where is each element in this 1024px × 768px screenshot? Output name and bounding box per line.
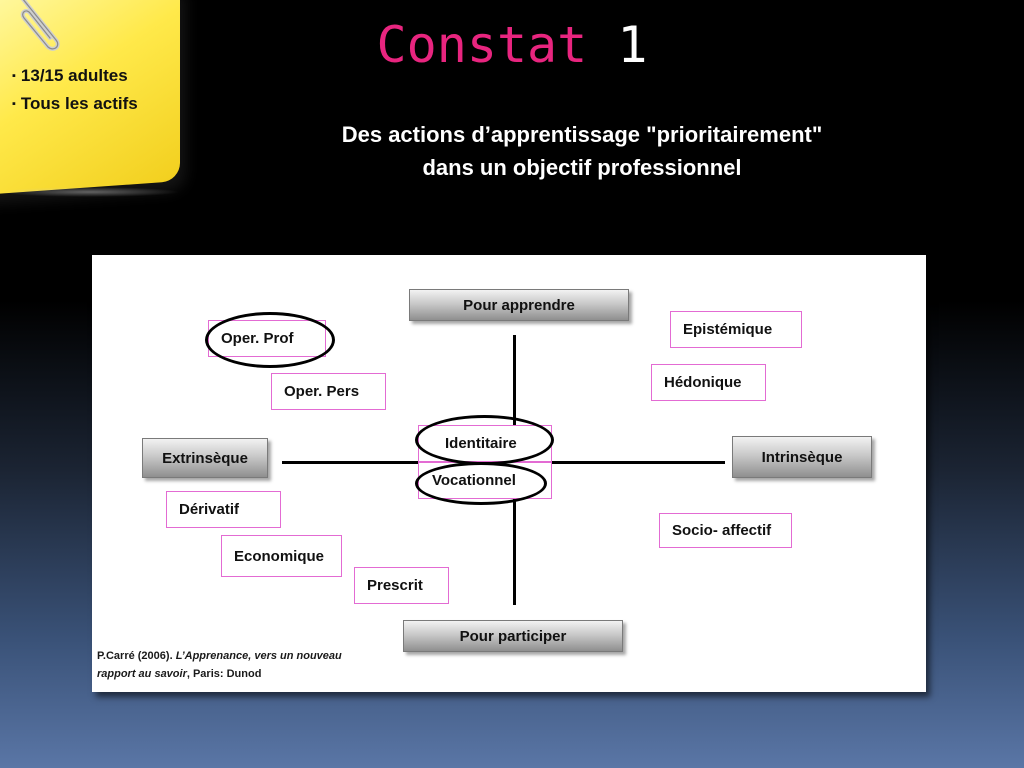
citation: P.Carré (2006). L’Apprenance, vers un nouveau rapport au savoir, Paris: Dunod <box>97 650 342 680</box>
box-derivatif: Dérivatif <box>166 491 281 528</box>
box-identitaire: Identitaire <box>418 425 552 462</box>
highlight-ellipse-oper-prof <box>205 312 335 368</box>
note-item: ▪ Tous les actifs <box>12 94 138 113</box>
slide-subtitle: Des actions d’apprentissage "prioritairement" dans un objectif professionnel <box>341 122 823 180</box>
diagram-panel <box>92 255 926 692</box>
box-oper-prof: Oper. Prof <box>208 320 326 357</box>
box-socio-affectif: Socio- affectif <box>659 513 792 548</box>
axis-label-top: Pour apprendre <box>409 289 629 321</box>
box-hedonique: Hédonique <box>651 364 766 401</box>
note-item: ▪ 13/15 adultes <box>12 66 128 85</box>
sticky-note-shadow <box>0 187 180 197</box>
axis-label-right: Intrinsèque <box>732 436 872 478</box>
axis-label-bottom: Pour participer <box>403 620 623 652</box>
bullet-icon: ▪ <box>12 70 16 82</box>
highlight-ellipse-identitaire <box>415 415 554 465</box>
axis-label-left: Extrinsèque <box>142 438 268 478</box>
box-economique: Economique <box>221 535 342 577</box>
box-epistemique: Epistémique <box>670 311 802 348</box>
box-prescrit: Prescrit <box>354 567 449 604</box>
box-vocationnel: Vocationnel <box>418 462 552 499</box>
slide-title: Constat 1 <box>376 16 648 74</box>
box-oper-pers: Oper. Pers <box>271 373 386 410</box>
bullet-icon: ▪ <box>12 98 16 110</box>
highlight-ellipse-vocationnel <box>415 462 547 505</box>
